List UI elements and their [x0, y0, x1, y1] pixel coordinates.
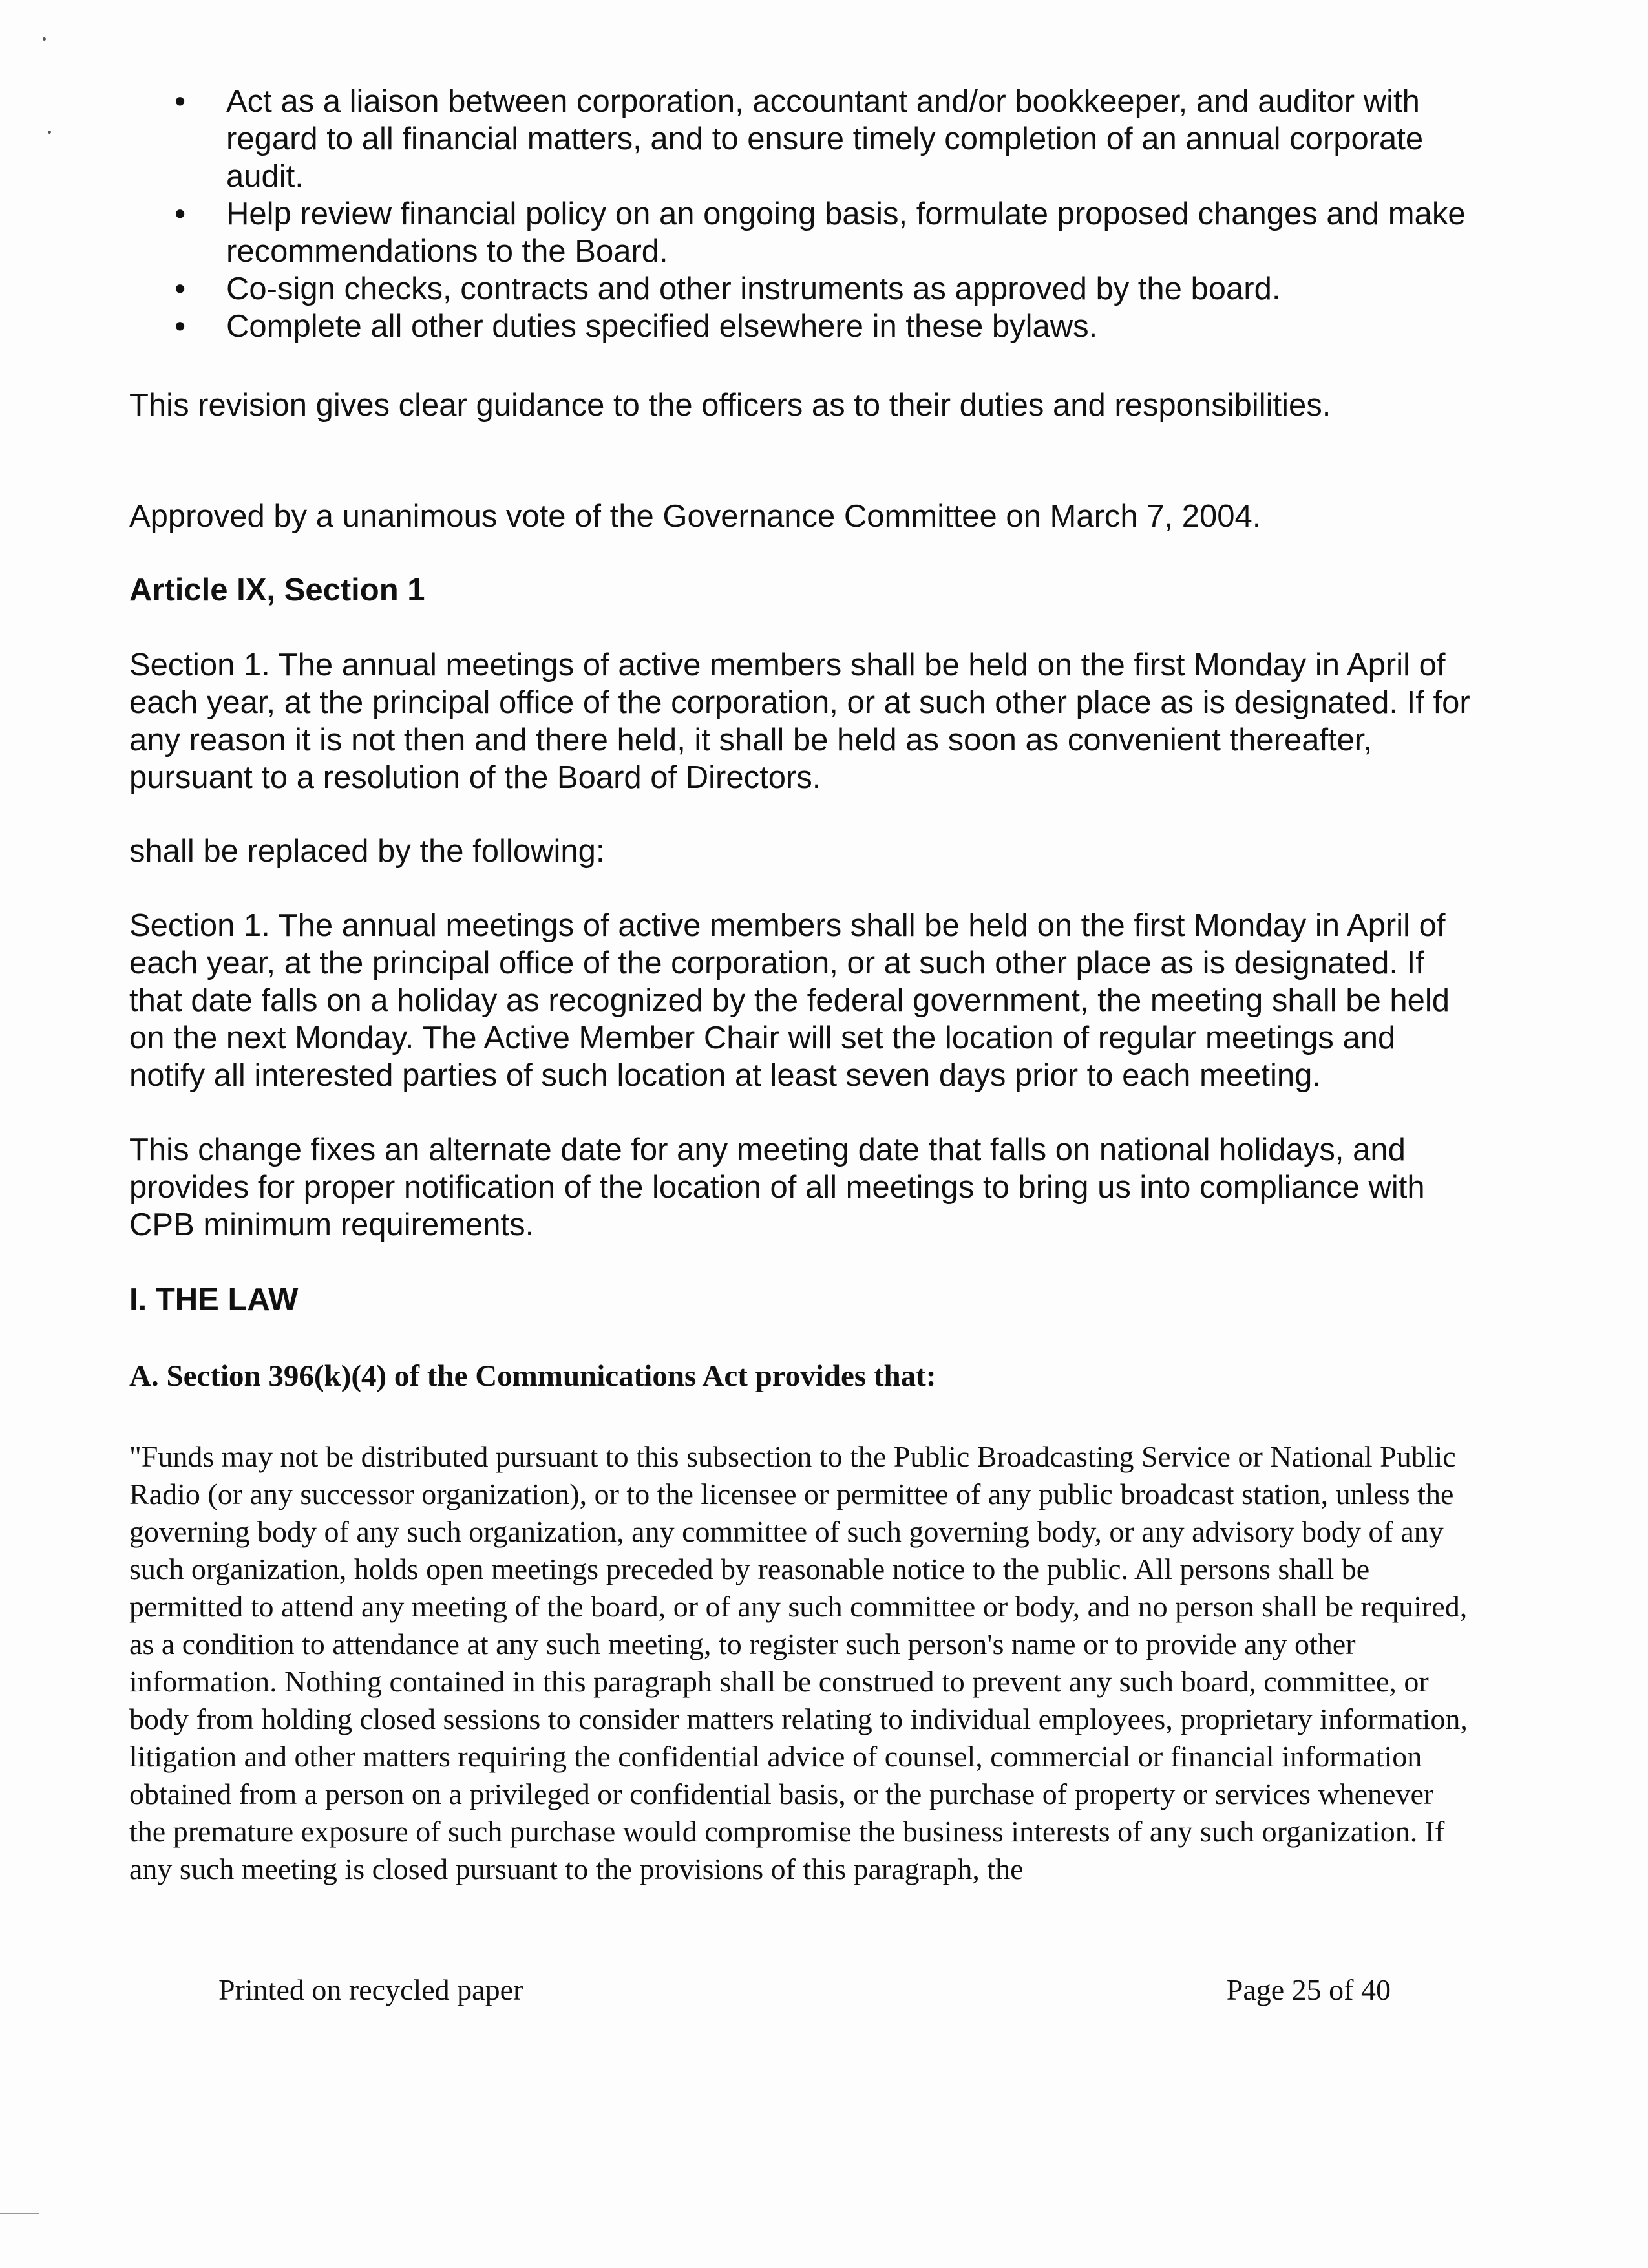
scan-speck: [48, 131, 51, 134]
replacement-notice: shall be replaced by the following:: [129, 834, 605, 869]
list-item-text: Act as a liaison between corporation, accountant and/or bookkeeper, and auditor with regard to all financial matters, and to ensure timely completion of an annual corporate audit.: [226, 84, 1424, 194]
list-item-text: Complete all other duties specified elsewhere in these bylaws.: [226, 309, 1098, 344]
list-item-text: Help review financial policy on an ongoing basis, formulate proposed changes and make recommendations to the Board.: [226, 196, 1466, 269]
footer-recycled-note: Printed on recycled paper: [218, 1973, 523, 2006]
approval-paragraph: Approved by a unanimous vote of the Governance Committee on March 7, 2004.: [129, 499, 1262, 534]
scan-speck: [43, 37, 46, 41]
old-section-text: Section 1. The annual meetings of active members shall be held on the first Monday in April of each year, at the principal office of the corporation, or at such other place as is designated. If for any reason it is not then and there held, it shall be held as soon as convenient thereafter, pursuant to a resolution of the Board of Directors.: [129, 648, 1470, 795]
bullet-icon: •: [174, 309, 186, 344]
article-heading: Article IX, Section 1: [129, 573, 425, 608]
new-section-text: Section 1. The annual meetings of active members shall be held on the first Monday in April of each year, at the principal office of the corporation, or at such other place as is designated. If that date falls on a holiday as recognized by the federal government, the meeting shall be held on the next Monday. The Active Member Chair will set the location of regular meetings and notify all interested parties of such location at least seven days prior to each meeting.: [129, 908, 1450, 1093]
list-item: [129, 83, 1474, 195]
section-a-heading: A. Section 396(k)(4) of the Communications Act provides that:: [129, 1359, 936, 1393]
list-item: [129, 195, 1474, 270]
scan-edge-mark: [0, 2213, 39, 2214]
law-heading: I. THE LAW: [129, 1282, 299, 1317]
bullet-icon: •: [174, 196, 186, 231]
list-item: [129, 308, 1474, 345]
officer-duties-list: [129, 83, 1474, 345]
list-item-text: Co-sign checks, contracts and other instruments as approved by the board.: [226, 271, 1281, 306]
change-explanation-paragraph: This change fixes an alternate date for any meeting date that falls on national holidays, and provides for proper notification of the location of all meetings to bring us into compliance with CPB minimum requirements.: [129, 1132, 1425, 1242]
law-quote-text: "Funds may not be distributed pursuant to this subsection to the Public Broadcasting Service or National Public Radio (or any successor organization), or to the licensee or permittee of any public broadcast station, unless the governing body of any such organization, any committee of such governing body, or any advisory body of any such organization, holds open meetings preceded by reasonable notice to the public. All persons shall be permitted to attend any meeting of the board, or of any such committee or body, and no person shall be required, as a condition to attendance at any such meeting, to register such person's name or to provide any other information. Nothing contained in this paragraph shall be construed to prevent any such board, committee, or body from holding closed sessions to consider matters relating to individual employees, proprietary information, litigation and other matters requiring the confidential advice of counsel, commercial or financial information obtained from a person on a privileged or confidential basis, or the purchase of property or services whenever the premature exposure of such purchase would compromise the business interests of any such organization. If any such meeting is closed pursuant to the provisions of this paragraph, the: [129, 1440, 1468, 1885]
bullet-icon: •: [174, 271, 186, 306]
footer-page-number: Page 25 of 40: [1226, 1973, 1391, 2006]
bullet-icon: •: [174, 84, 186, 119]
revision-paragraph: This revision gives clear guidance to the officers as to their duties and responsibilities.: [129, 388, 1331, 423]
list-item: [129, 270, 1474, 308]
